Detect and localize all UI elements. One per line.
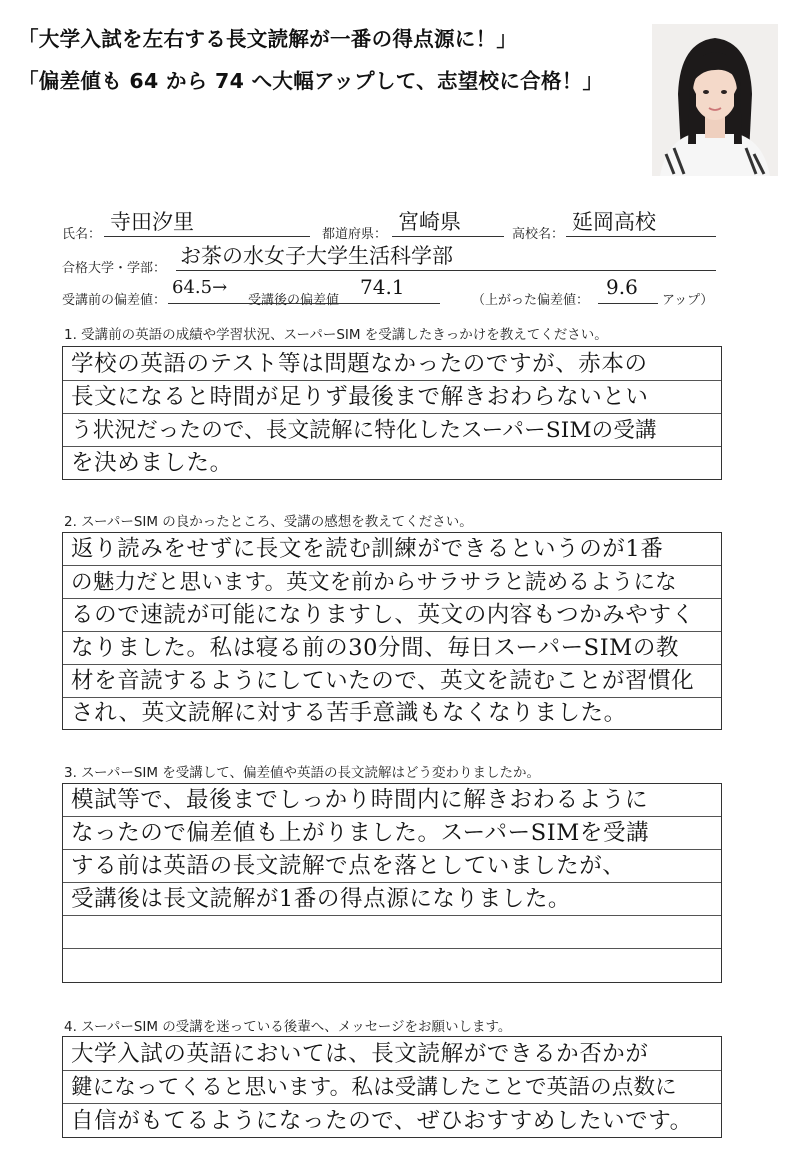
- answer-text: なりました。私は寝る前の30分間、毎日スーパーSIMの教: [71, 635, 680, 661]
- university-value: お茶の水女子大学生活科学部: [180, 244, 453, 268]
- answer-line: [63, 784, 721, 817]
- answer-line: [63, 1104, 721, 1137]
- university-underline: [176, 270, 716, 271]
- answer-line: [63, 566, 721, 599]
- school-value: 延岡高校: [572, 210, 656, 234]
- student-photo: [652, 24, 778, 176]
- answer-line: [63, 850, 721, 883]
- answer-line: [63, 347, 721, 381]
- gain-underline: [598, 303, 658, 304]
- answer-line: [63, 632, 721, 665]
- answer-line: [63, 916, 721, 949]
- answer-text: 受講後は長文読解が1番の得点源になりました。: [71, 886, 572, 912]
- school-underline: [566, 236, 716, 237]
- answer-text: なったので偏差値も上がりました。スーパーSIMを受講: [71, 820, 650, 846]
- answer-line: [63, 381, 721, 414]
- gain-value: 9.6: [606, 275, 638, 299]
- answer-text: 返り読みをせずに長文を読む訓練ができるというのが1番: [71, 536, 664, 562]
- answer-line: [63, 533, 721, 566]
- before-score-value: 64.5→: [172, 277, 228, 298]
- answer-line: [63, 447, 721, 479]
- answer-box-1: [62, 346, 722, 480]
- answer-text: う状況だったので、長文読解に特化したスーパーSIMの受講: [71, 418, 657, 443]
- answer-line: [63, 414, 721, 447]
- answer-box-4: [62, 1036, 722, 1138]
- answer-text: 自信がもてるようになったので、ぜひおすすめしたいです。: [71, 1108, 693, 1134]
- answer-text: の魅力だと思います。英文を前からサラサラと読めるようにな: [71, 570, 677, 595]
- headline-2: 「偏差値も 64 から 74 へ大幅アップして、志望校に合格！」: [18, 69, 604, 93]
- headline-1: 「大学入試を左右する長文読解が一番の得点源に！」: [18, 27, 518, 51]
- answer-text: 模試等で、最後までしっかり時間内に解きおわるように: [71, 787, 649, 813]
- prefecture-value: 宮崎県: [398, 210, 461, 234]
- university-label: 合格大学・学部：: [62, 261, 167, 276]
- answer-box-3: [62, 783, 722, 983]
- question-3: 3. スーパーSIM を受講して、偏差値や英語の長文読解はどう変わりましたか。: [64, 765, 541, 781]
- question-1: 1. 受講前の英語の成績や学習状況、スーパーSIM を受講したきっかけを教えてください。: [64, 327, 608, 343]
- name-value: 寺田汐里: [110, 210, 194, 234]
- question-4: 4. スーパーSIM の受講を迷っている後輩へ、メッセージをお願いします。: [64, 1019, 512, 1035]
- answer-box-2: [62, 532, 722, 730]
- answer-text: 学校の英語のテスト等は問題なかったのですが、赤本の: [71, 351, 648, 377]
- answer-line: [63, 698, 721, 729]
- gain-suffix: アップ）: [662, 293, 714, 308]
- prefecture-label: 都道府県：: [322, 227, 388, 242]
- before-score-label: 受講前の偏差値：: [62, 293, 167, 308]
- answer-line: [63, 883, 721, 916]
- prefecture-underline: [392, 236, 504, 237]
- answer-text: 材を音読するようにしていたので、英文を読むことが習慣化: [71, 668, 695, 694]
- answer-line: [63, 817, 721, 850]
- answer-text: るので速読が可能になりますし、英文の内容もつかみやすく: [71, 602, 695, 628]
- after-score-label: 受講後の偏差値: [248, 293, 340, 308]
- name-underline: [104, 236, 310, 237]
- gain-label: （上がった偏差値：: [472, 293, 590, 308]
- answer-text: 大学入試の英語においては、長文読解ができるか否かが: [71, 1041, 649, 1067]
- answer-line: [63, 949, 721, 982]
- answer-line: [63, 1071, 721, 1104]
- score-underline: [168, 303, 440, 304]
- school-label: 高校名：: [512, 227, 565, 242]
- answer-text: され、英文読解に対する苦手意識もなくなりました。: [71, 700, 627, 726]
- name-label: 氏名：: [62, 227, 102, 242]
- after-score-value: 74.1: [360, 275, 405, 299]
- answer-text: する前は英語の長文読解で点を落としていましたが、: [71, 853, 626, 879]
- answer-text: を決めました。: [71, 450, 233, 476]
- answer-text: 長文になると時間が足りず最後まで解きおわらないとい: [71, 384, 649, 410]
- answer-line: [63, 599, 721, 632]
- question-2: 2. スーパーSIM の良かったところ、受講の感想を教えてください。: [64, 514, 473, 530]
- answer-line: [63, 1037, 721, 1071]
- answer-line: [63, 665, 721, 698]
- answer-text: 鍵になってくると思います。私は受講したことで英語の点数に: [71, 1075, 677, 1100]
